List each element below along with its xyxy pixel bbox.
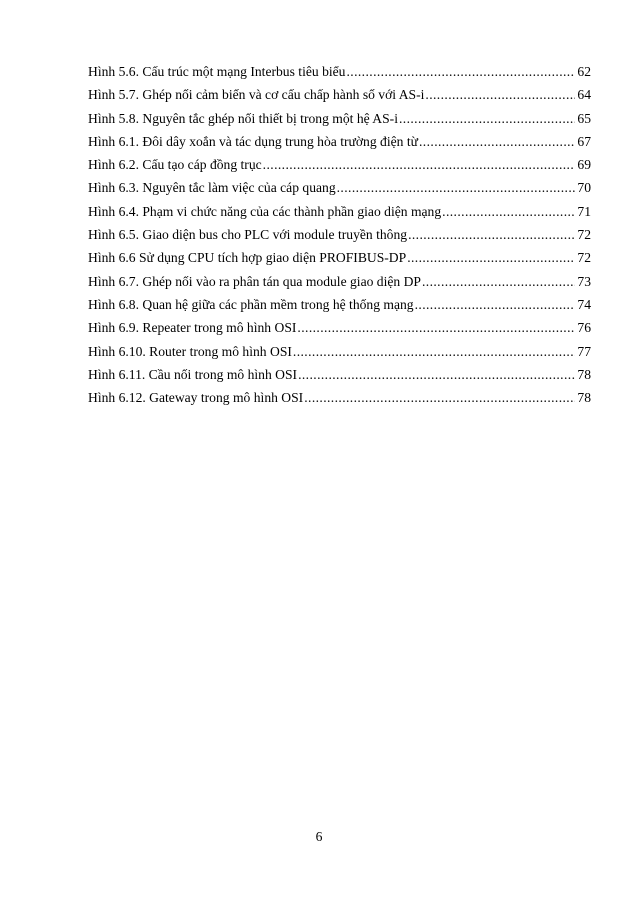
toc-entry-page: 74 (577, 296, 591, 312)
toc-entry-page: 73 (577, 273, 591, 289)
toc-dot-leader (293, 340, 576, 363)
toc-dot-leader (263, 153, 576, 176)
toc-dot-leader (304, 386, 575, 409)
toc-dot-leader (425, 83, 575, 106)
toc-dot-leader (346, 60, 575, 83)
toc-dot-leader (442, 200, 575, 223)
toc-entry (88, 153, 591, 176)
toc-entry (88, 316, 591, 339)
toc-entry-page: 71 (577, 203, 591, 219)
toc-dot-leader (408, 223, 575, 246)
toc-entry-title: Hình 6.10. Router trong mô hình OSI (88, 343, 292, 359)
toc-entry (88, 130, 591, 153)
toc-entry (88, 60, 591, 83)
toc-entry-page: 64 (577, 87, 591, 103)
toc-entry-title: Hình 6.7. Ghép nối vào ra phân tán qua module giao diện DP (88, 273, 421, 289)
toc-entry (88, 83, 591, 106)
toc-entry-title: Hình 6.9. Repeater trong mô hình OSI (88, 320, 297, 336)
toc-entry-page: 78 (577, 390, 591, 406)
toc-entry-page: 70 (577, 180, 591, 196)
toc-dot-leader (337, 176, 576, 199)
toc-dot-leader (419, 130, 575, 153)
toc-entry (88, 176, 591, 199)
toc-entry (88, 270, 591, 293)
toc-entry-page: 78 (577, 366, 591, 382)
toc-entry-page: 67 (577, 133, 591, 149)
toc-entry-title: Hình 6.4. Phạm vi chức năng của các thành phần giao diện mạng (88, 203, 442, 219)
toc-entry (88, 363, 591, 386)
toc-dot-leader (298, 363, 575, 386)
toc-entry (88, 223, 591, 246)
toc-entry-page: 65 (577, 110, 591, 126)
toc-entry (88, 107, 591, 130)
toc-dot-leader (407, 246, 575, 269)
toc-dot-leader (415, 293, 576, 316)
toc-entry-page: 77 (577, 343, 591, 359)
toc-entry-title: Hình 6.11. Cầu nối trong mô hình OSI (88, 366, 298, 382)
toc-entry-page: 69 (577, 157, 591, 173)
toc-entry-title: Hình 6.1. Đôi dây xoắn và tác dụng trung hòa trường điện từ (88, 133, 418, 149)
toc-entry (88, 340, 591, 363)
toc-dot-leader (399, 107, 575, 130)
toc-entry-page: 62 (577, 64, 591, 79)
toc-entry-page: 72 (577, 227, 591, 243)
toc-dot-leader (422, 270, 575, 293)
toc-entry (88, 246, 591, 269)
toc-entry-title: Hình 6.6 Sử dụng CPU tích hợp giao diện PROFIBUS-DP (88, 250, 407, 266)
toc-entry-title: Hình 6.8. Quan hệ giữa các phần mềm trong hệ thống mạng (88, 296, 414, 312)
toc-entry-title: Hình 5.8. Nguyên tắc ghép nối thiết bị trong một hệ AS-i (88, 110, 398, 126)
toc-entry-title: Hình 5.6. Cấu trúc một mạng Interbus tiêu biểu (88, 64, 346, 79)
toc-entry-page: 72 (577, 250, 591, 266)
toc-entry (88, 293, 591, 316)
page-number: 6 (315, 829, 323, 844)
toc-entry-title: Hình 6.3. Nguyên tắc làm việc của cáp quang (88, 180, 336, 196)
toc-entry-title: Hình 5.7. Ghép nối cảm biến và cơ cấu chấp hành số với AS-i (88, 87, 425, 103)
toc-dot-leader (297, 316, 575, 339)
toc-entry (88, 200, 591, 223)
toc-entry-title: Hình 6.5. Giao diện bus cho PLC với module truyền thông (88, 227, 408, 243)
toc-entry-page: 76 (577, 320, 591, 336)
list-of-figures (88, 60, 591, 409)
toc-entry-title: Hình 6.12. Gateway trong mô hình OSI (88, 390, 304, 406)
toc-entry (88, 386, 591, 409)
toc-entry-title: Hình 6.2. Cấu tạo cáp đồng trục (88, 157, 262, 173)
